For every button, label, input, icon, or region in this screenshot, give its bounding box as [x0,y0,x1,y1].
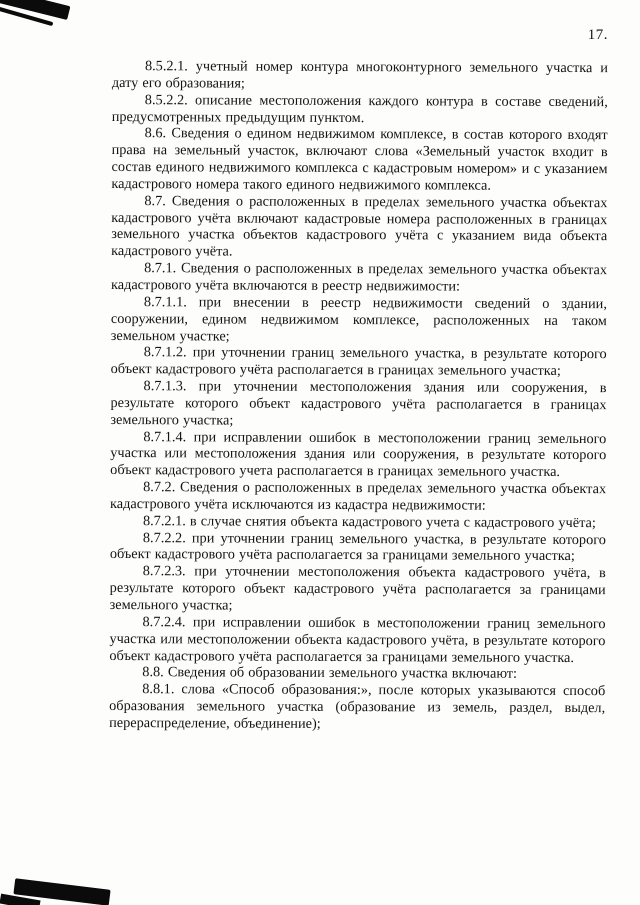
paragraph: 8.7.2. Сведения о расположенных в пределах земельного участка объектах кадастрового учёта исключаются из кадастра недвижимости: [110,479,607,514]
paragraph: 8.7.1.3. при уточнении местоположения здания или сооружения, в результате которого объект кадастрового учёта располагается в границах земельного участка; [110,378,607,429]
paragraph: 8.7.2.1. в случае снятия объекта кадастрового учета с кадастрового учёта; [142,512,596,531]
paragraph: 8.7.1.4. при исправлении ошибок в местоположении границ земельного участка или местоположения здания или сооружения, в результате которого объект кадастрового учета располагается в границах земельного участка. [110,428,607,481]
paragraph: 8.8. Сведения об образовании земельного участка включают: [142,664,518,683]
paragraph: 8.7.1. Сведения о расположенных в пределах земельного участка объектах кадастрового учёта включаются в реестр недвижимости: [110,260,608,295]
paragraph: 8.6. Сведения о едином недвижимом комплексе, в состав которого входят права на земельный участок, включают слова «Земельный участок входит в состав единого недвижимого комплекса с кадастровым номером» и с указанием кадастрового номера такого единого недвижимого комплекса. [111,125,608,194]
paragraph: 8.8.1. слова «Способ образования:», после которых указываются способ образования земельного участка (образование из земель, раздел, выдел, перераспределение, объединение); [109,681,606,732]
paragraph: 8.5.2.2. описание местоположения каждого контура в составе сведений, предусмотренных предыдущим пунктом. [111,91,608,126]
document-content [109,58,608,734]
paragraph: 8.7. Сведения о расположенных в пределах земельного участка объектах кадастрового учёта включают кадастровые номера расположенных в границах земельного участка объектов кадастрового учёта с указанием вида объекта кадастрового учёта. [111,192,608,260]
paragraph: 8.5.2.1. учетный номер контура многоконтурного земельного участка и дату его образования; [111,58,608,92]
page-number: 17. [587,27,608,43]
paragraph: 8.7.2.4. при исправлении ошибок в местоположении границ земельного участка или местоположении объекта кадастрового учёта, в результате которого объект кадастрового учёта располагается за границами земельного участка. [109,613,606,666]
paragraph: 8.7.2.3. при уточнении местоположения объекта кадастрового учёта, в результате которого объект кадастрового учёта располагается за границами земельного участка; [109,563,606,614]
paragraph: 8.7.1.1. при внесении в реестр недвижимости сведений о здании, сооружении, едином недвижимом комплексе, расположенных на таком земельном участке; [110,293,607,345]
paragraph: 8.7.2.2. при уточнении границ земельного участка, в результате которого объект кадастрового учёта располагается за границами земельного участка; [109,529,606,565]
paragraph: 8.7.1.2. при уточнении границ земельного участка, в результате которого объект кадастрового учёта располагается в границах земельного участка; [110,344,607,380]
